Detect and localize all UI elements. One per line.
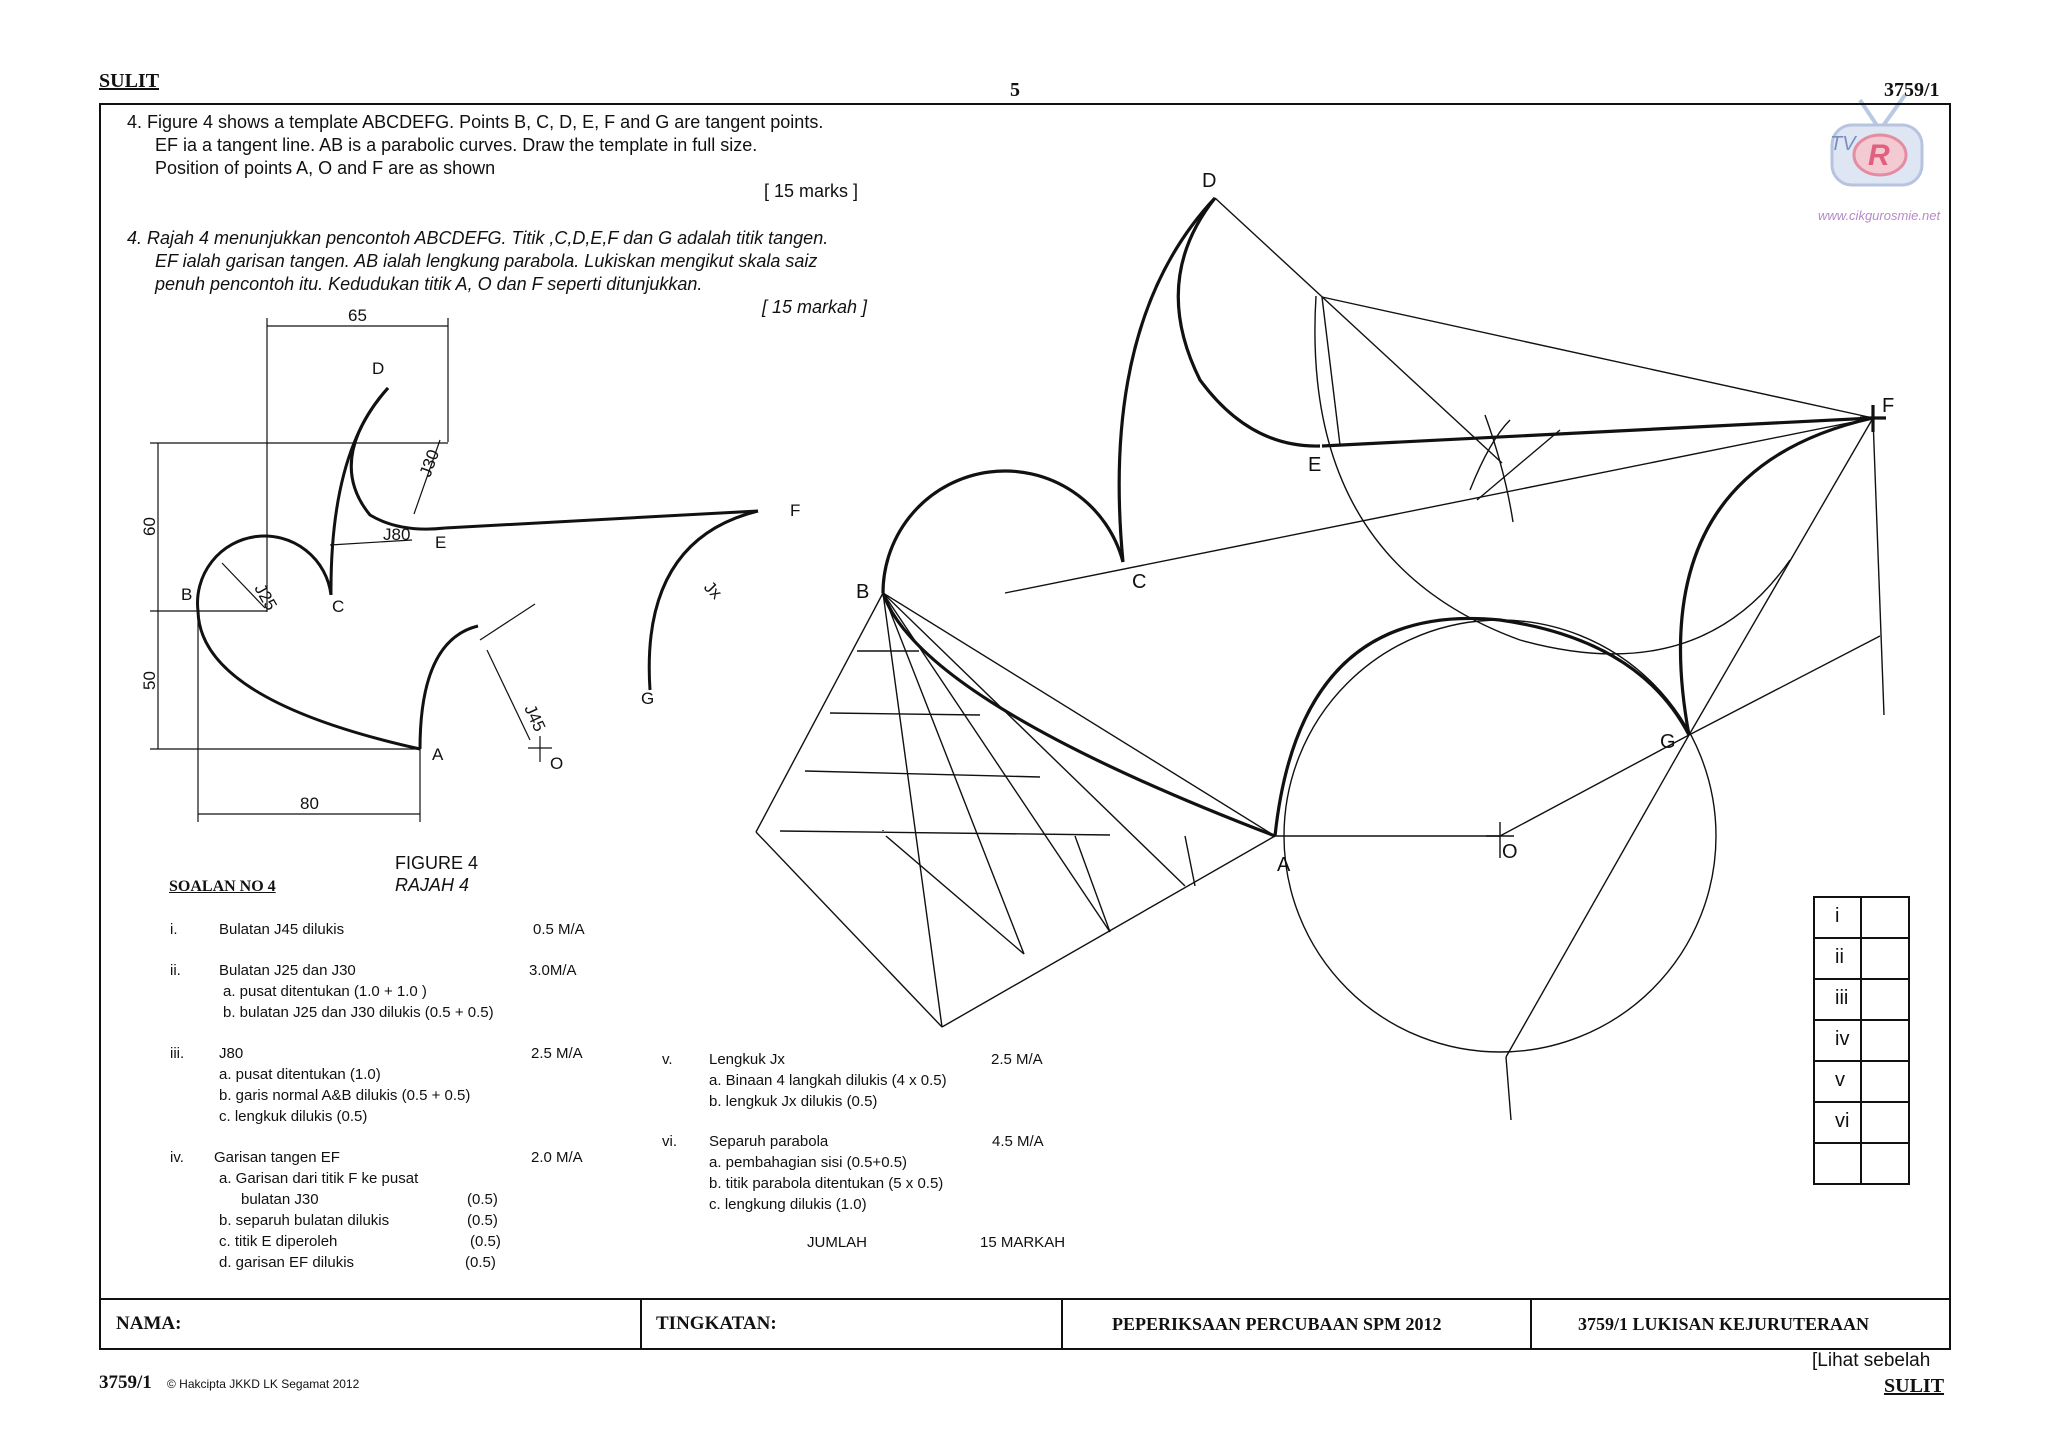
scheme-iii-marks: 2.5 M/A <box>531 1045 583 1062</box>
figure-caption-en: FIGURE 4 <box>395 853 479 873</box>
radius-j25: J25 <box>250 580 281 614</box>
dim-60: 60 <box>140 517 159 536</box>
marks-row-label: vi <box>1815 1103 1862 1142</box>
marks-cell[interactable] <box>1862 1103 1908 1142</box>
scheme-vi-b: b. titik parabola ditentukan (5 x 0.5) <box>709 1175 944 1192</box>
scheme-iii-num: iii. <box>170 1045 185 1062</box>
scheme-total-label: JUMLAH <box>807 1234 868 1251</box>
footer-divider <box>640 1298 642 1348</box>
question-my-line2: EF ialah garisan tangen. AB ialah lengkung parabola. Lukiskan mengikut skala saiz <box>155 251 818 271</box>
scheme-iv-num: iv. <box>170 1149 184 1166</box>
scheme-iv-b-marks: (0.5) <box>467 1212 498 1229</box>
scheme-iv-marks: 2.0 M/A <box>531 1149 583 1166</box>
marks-row <box>1813 1103 1910 1144</box>
watermark-url: www.cikgurosmie.net <box>1818 208 1941 223</box>
scheme-iii-text: J80 <box>219 1045 244 1062</box>
marks-cell[interactable] <box>1862 898 1908 937</box>
dim-50: 50 <box>140 671 159 690</box>
scheme-v-text: Lengkuk Jx <box>709 1051 785 1068</box>
question-en-line3: Position of points A, O and F are as shown <box>155 158 496 178</box>
svg-text:R: R <box>1868 139 1890 172</box>
marks-box <box>1813 896 1910 1185</box>
marks-cell[interactable] <box>1862 1144 1908 1183</box>
marks-cell[interactable] <box>1862 939 1908 978</box>
marks-row <box>1813 1062 1910 1103</box>
radius-j30: J30 <box>415 447 444 480</box>
cons-point-b: B <box>856 581 870 603</box>
scheme-ii-b: b. bulatan J25 dan J30 dilukis (0.5 + 0.5) <box>223 1004 494 1021</box>
scheme-ii-text: Bulatan J25 dan J30 <box>219 962 356 979</box>
fig-point-f: F <box>790 501 801 520</box>
marks-row-label: iii <box>1815 980 1862 1019</box>
fig-point-d: D <box>372 359 385 378</box>
scheme-iv-a1: a. Garisan dari titik F ke pusat <box>219 1170 419 1187</box>
fig-point-b: B <box>181 585 193 604</box>
figure-caption-my: RAJAH 4 <box>395 875 470 895</box>
page-number: 5 <box>1010 79 1020 101</box>
bottom-copyright: © Hakcipta JKKD LK Segamat 2012 <box>167 1377 360 1391</box>
scheme-iv-text: Garisan tangen EF <box>214 1149 340 1166</box>
scheme-i-text: Bulatan J45 dilukis <box>219 921 345 938</box>
question-my-line1: 4. Rajah 4 menunjukkan pencontoh ABCDEFG. Titik ,C,D,E,F dan G adalah titik tangen. <box>127 228 829 248</box>
marks-row-label: ii <box>1815 939 1862 978</box>
scheme-v-num: v. <box>662 1051 673 1068</box>
scheme-iv-c-marks: (0.5) <box>470 1233 501 1250</box>
marks-cell[interactable] <box>1862 980 1908 1019</box>
question-my-line3: penuh pencontoh itu. Kedudukan titik A, O dan F seperti ditunjukkan. <box>155 274 703 294</box>
scheme-vi-a: a. pembahagian sisi (0.5+0.5) <box>709 1154 908 1171</box>
marks-row <box>1813 1144 1910 1185</box>
scheme-iv-d-marks: (0.5) <box>465 1254 496 1271</box>
cons-point-g: G <box>1660 731 1676 753</box>
dim-80: 80 <box>300 794 319 813</box>
scheme-ii-a: a. pusat ditentukan (1.0 + 1.0 ) <box>223 983 427 1000</box>
radius-j45: J45 <box>520 701 550 735</box>
question-en-line1: 4. Figure 4 shows a template ABCDEFG. Points B, C, D, E, F and G are tangent points. <box>127 112 824 132</box>
fig-point-e: E <box>435 533 447 552</box>
footer-subject: 3759/1 LUKISAN KEJURUTERAAN <box>1578 1314 1870 1334</box>
cons-point-c: C <box>1132 571 1147 593</box>
fig-point-a: A <box>432 745 444 764</box>
cons-point-f: F <box>1882 395 1895 417</box>
marks-row <box>1813 896 1910 939</box>
marks-row-label <box>1815 1144 1862 1183</box>
marks-row-label: i <box>1815 898 1862 937</box>
marks-cell[interactable] <box>1862 1062 1908 1101</box>
scheme-vi-text: Separuh parabola <box>709 1133 829 1150</box>
scheme-iii-c: c. lengkuk dilukis (0.5) <box>219 1108 368 1125</box>
scheme-i-marks: 0.5 M/A <box>533 921 585 938</box>
scheme-vi-marks: 4.5 M/A <box>992 1133 1044 1150</box>
cons-point-o: O <box>1502 841 1518 863</box>
scheme-iii-b: b. garis normal A&B dilukis (0.5 + 0.5) <box>219 1087 471 1104</box>
marks-cell[interactable] <box>1862 1021 1908 1060</box>
dim-65: 65 <box>348 306 367 325</box>
marks-row-label: v <box>1815 1062 1862 1101</box>
marks-row <box>1813 980 1910 1021</box>
scheme-i-num: i. <box>170 921 178 938</box>
scheme-v-marks: 2.5 M/A <box>991 1051 1043 1068</box>
radius-jx: Jx <box>700 577 726 603</box>
cons-point-a: A <box>1277 854 1291 876</box>
footer-form-label: TINGKATAN: <box>656 1313 777 1334</box>
footer-name-label: NAMA: <box>116 1313 182 1334</box>
scheme-total-value: 15 MARKAH <box>980 1234 1066 1251</box>
scheme-iv-d: d. garisan EF dilukis <box>219 1254 355 1271</box>
marks-row <box>1813 939 1910 980</box>
scheme-vi-num: vi. <box>662 1133 677 1150</box>
question-en-line2: EF ia a tangent line. AB is a parabolic curves. Draw the template in full size. <box>155 135 758 155</box>
footer-exam-title: PEPERIKSAAN PERCUBAAN SPM 2012 <box>1112 1314 1442 1334</box>
scheme-v-a: a. Binaan 4 langkah dilukis (4 x 0.5) <box>709 1072 947 1089</box>
scheme-ii-marks: 3.0M/A <box>529 962 577 979</box>
scheme-v-b: b. lengkuk Jx dilukis (0.5) <box>709 1093 878 1110</box>
scheme-iv-b: b. separuh bulatan dilukis <box>219 1212 390 1229</box>
fig-point-g: G <box>641 689 655 708</box>
fig-point-o: O <box>550 754 564 773</box>
bottom-confidential: SULIT <box>1884 1375 1945 1397</box>
question-en-marks: [ 15 marks ] <box>764 181 859 201</box>
question-my-marks: [ 15 markah ] <box>762 297 868 317</box>
bottom-next-page: [Lihat sebelah <box>1812 1350 1931 1371</box>
fig-point-c: C <box>332 597 345 616</box>
scheme-iv-a-marks: (0.5) <box>467 1191 498 1208</box>
cons-point-d: D <box>1202 170 1217 192</box>
footer-divider <box>1061 1298 1063 1348</box>
footer-divider <box>1530 1298 1532 1348</box>
scheme-ii-num: ii. <box>170 962 181 979</box>
marks-row <box>1813 1021 1910 1062</box>
scheme-iv-a2: bulatan J30 <box>241 1191 319 1208</box>
paper-code: 3759/1 <box>1884 79 1940 101</box>
header-confidential: SULIT <box>99 70 160 92</box>
scheme-vi-c: c. lengkung dilukis (1.0) <box>709 1196 867 1213</box>
cons-point-e: E <box>1308 454 1322 476</box>
bottom-code: 3759/1 <box>99 1372 152 1393</box>
scheme-iii-a: a. pusat ditentukan (1.0) <box>219 1066 381 1083</box>
svg-text:TV: TV <box>1830 133 1856 155</box>
marks-row-label: iv <box>1815 1021 1862 1060</box>
scheme-iv-c: c. titik E diperoleh <box>219 1233 338 1250</box>
radius-j80: J80 <box>383 525 411 544</box>
scheme-title: SOALAN NO 4 <box>169 878 276 895</box>
